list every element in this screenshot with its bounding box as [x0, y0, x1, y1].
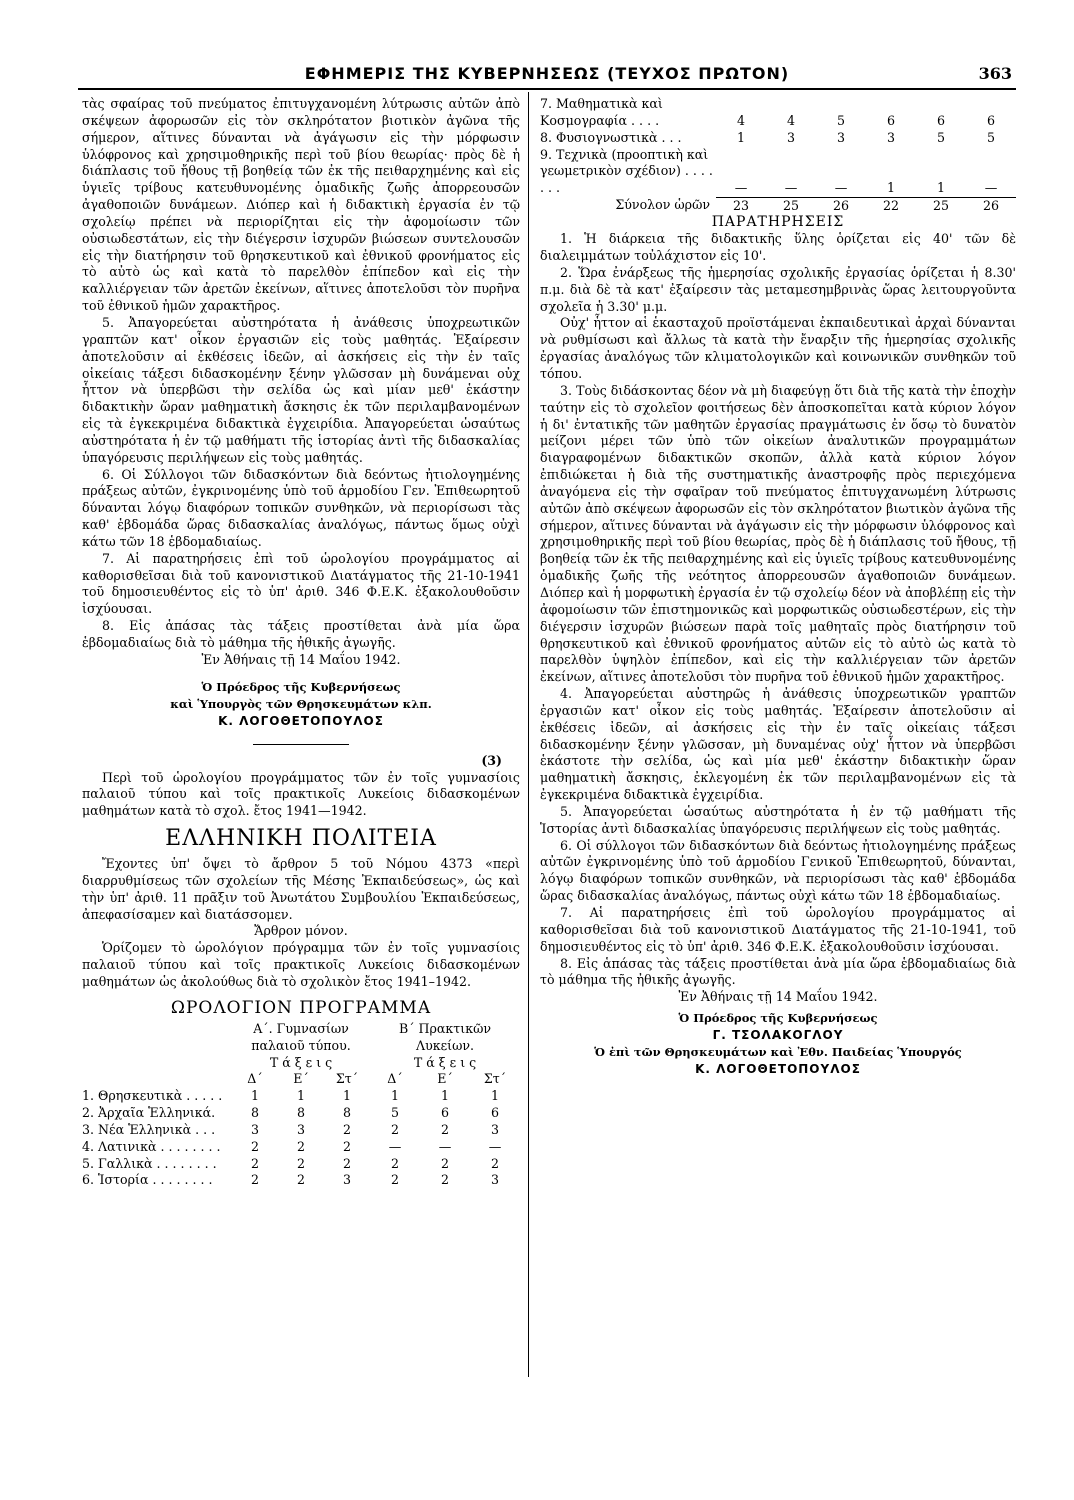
taxeis-label-b: Τ ά ξ ε ι ς: [413, 1054, 477, 1070]
hours-cell: 6: [986, 112, 995, 128]
hours-cell: 5: [390, 1105, 399, 1121]
hours-cell: 8: [342, 1105, 351, 1121]
group-b-header: Β΄ Πρακτικῶν Λυκείων.: [398, 1020, 492, 1053]
state-title: ΕΛΛΗΝΙΚΗ ΠΟΛΙΤΕΙΑ: [165, 826, 437, 852]
taxeis-row: [82, 1055, 520, 1072]
subject-name: 2. Ἀρχαῖα Ἑλληνικά.: [82, 1105, 216, 1121]
table-row: [540, 147, 1016, 198]
hours-cell: 3: [490, 1172, 499, 1188]
paragraph-7: 7. Αἱ παρατηρήσεις ἐπὶ τοῦ ὡρολογίου προγράμματος αἱ καθορισθεῖσαι διὰ τοῦ κανονιστικοῦ Διατάγματος τῆς 21-10-1941 τοῦ δημοσιευθέντος εἰς τὸ ὑπ' ἀριθ. 346 Φ.Ε.Κ. ἐξακολουθοῦσιν ἰσχύουσαι.: [82, 550, 520, 617]
hours-cell: 6: [886, 112, 895, 128]
total-cell: 23: [716, 197, 766, 214]
hours-cell: —: [438, 1138, 452, 1154]
hours-cell: 3: [296, 1121, 305, 1137]
subject-name: 4. Λατινικὰ . . . . . . . .: [82, 1138, 221, 1154]
hours-cell: —: [984, 179, 998, 195]
hours-cell: 2: [440, 1172, 449, 1188]
hours-cell: 4: [786, 112, 795, 128]
hours-cell: —: [734, 179, 748, 195]
hours-cell: 5: [986, 129, 995, 145]
total-cell: 22: [866, 197, 916, 214]
hours-cell: 3: [250, 1121, 259, 1137]
schedule-table-continued: [540, 96, 1016, 214]
hours-cell: 1: [440, 1088, 449, 1104]
observations-heading: ΠΑΡΑΤΗΡΗΣΕΙΣ: [711, 214, 845, 231]
observation-4: 4. Ἀπαγορεύεται αὐστηρῶς ἡ ἀνάθεσις ὑποχρεωτικῶν γραπτῶν ἐργασιῶν κατ' οἶκον εἰς τοὺς μαθητάς. Ἐξαίρεσιν ἀποτελοῦσιν αἱ ἐκθέσεις ἰδεῶν, αἱ ἀσκήσεις εἰς τὴν ἐν ταῖς οἰκείαις τάξεσι διδασκομένην ξένην γλῶσσαν, μὴ δυναμένας οὐχ' ἧττον νὰ ὑπερβῶσι ἑκάστοτε τὴν σελίδα, ὡς καὶ μία μεθ' ἑκάστην διδακτικὴν ὥραν μαθηματικὴ ἄσκησις, ἐκλεγομένη ἐκ τῶν περιλαμβανομένων εἰς τὰ ἐγκεκριμένα διδακτικὰ ἐγχειρίδια.: [540, 686, 1016, 803]
table-row: [82, 1122, 520, 1139]
hours-cell: 2: [250, 1155, 259, 1171]
signature-name-minister: Κ. ΛΟΓΟΘΕΤΟΠΟΥΛΟΣ: [695, 1062, 861, 1077]
hours-cell: 2: [250, 1172, 259, 1188]
page-header: [78, 58, 1016, 90]
hours-cell: 8: [296, 1105, 305, 1121]
subject-name: 6. Ἱστορία . . . . . . . .: [82, 1172, 213, 1188]
hours-cell: 3: [490, 1121, 499, 1137]
hours-cell: 6: [936, 112, 945, 128]
table-row: [82, 1088, 520, 1105]
hours-cell: 3: [886, 129, 895, 145]
group-header-row: [82, 1021, 520, 1055]
total-cell: 26: [966, 197, 1016, 214]
schedule-table: [82, 1021, 520, 1189]
observation-1: 1. Ἡ διάρκεια τῆς διδακτικῆς ὕλης ὁρίζεται εἰς 40' τῶν δὲ διαλειμμάτων τοὐλάχιστον εἰς 10'.: [540, 231, 1016, 264]
hours-cell: 6: [490, 1105, 499, 1121]
hours-cell: 1: [250, 1088, 259, 1104]
hours-cell: 5: [936, 129, 945, 145]
subject-name: 5. Γαλλικὰ . . . . . . . .: [82, 1155, 217, 1171]
date-line-right: Ἐν Ἀθήναις τῇ 14 Μαΐου 1942.: [678, 989, 878, 1005]
signature-name: Κ. ΛΟΓΟΘΕΤΟΠΟΥΛΟΣ: [218, 713, 384, 728]
observation-3: 3. Τοὺς διδάσκοντας δέον νὰ μὴ διαφεύγῃ ὅτι διὰ τῆς κατὰ τὴν ἐποχὴν ταύτην εἰς τὸ σχολεῖον φοιτήσεως δὲν ἀποσκοπεῖται κατὰ κύριον λόγον ἡ δι' ἐντατικῆς τῶν μαθητῶν ἐργασίας πραγμάτωσις ἐν ὅσῳ τὸ δυνατὸν μείζονι μέρει τῶν ὑπὸ τῶν οἰκείων ἀναλυτικῶν προγραμμάτων διαγραφομένων διδακτικῶν σκοπῶν, ἀλλὰ κατὰ κύριον λόγον ἐπιδιώκεται ἡ διὰ τῆς συστηματικῆς ἀναστροφῆς πρὸς περιεχόμενα ἀναγόμενα εἰς τὴν σφαῖραν τοῦ πνεύματος ἐπιτυγχανωμένη λύτρωσις αὐτῶν ἀπὸ σκέψεων ἀφορωσῶν εἰς τὸν σκληρότατον βιωτικὸν ἀγῶνα τῆς σήμερον, αἵτινες δύνανται νὰ ἀγάγωσιν εἰς τὴν μόρφωσιν ὑλόφρονος καὶ χρησιμοθηρικῆς περὶ τοῦ βίου θεωρίας, πρὸς δὲ ἡ διάπλασις τοῦ ἤθους, τῇ βοηθείᾳ τῶν ἐκ τῆς πειθαρχημένης καὶ εἰς ὑγιεῖς τρίβους κατευθυνομένης ὁμαδικῆς ζωῆς τῆς νεότητος ἀπορρεουσῶν ἀγαθοποιῶν δυνάμεων. Διόπερ καὶ ἡ μορφωτικὴ ἐργασία ἐν τῷ σχολείῳ δέον νὰ ἀποβλέπῃ εἰς τὴν ἀφομοίωσιν τῶν ἐπιστημονικῶς καὶ μορφωτικῶς οὐσιωδεστέρων, εἰς τὴν διέγερσιν ἰσχυρῶν βιώσεων παρὰ τοῖς μαθηταῖς πρὸς διατήρησιν τοῦ θρησκευτικοῦ καὶ ἐθνικοῦ φρονήματος αὐτῶν εἰς τὸ αὐτὸ ὡς κατὰ τὸ παρελθὸν ὑψηλὸν ἐπίπεδον, καὶ εἰς τὴν καλλιέργειαν τῶν ἀρετῶν ἐκείνων, αἵτινες ἀποτελοῦσι τὸν πυρῆνα τοῦ ἐθνικοῦ ἡμῶν χαρακτῆρος.: [540, 382, 1016, 685]
hours-cell: 1: [886, 179, 895, 195]
grades-row: [82, 1071, 520, 1088]
grade-cell: Δ΄: [387, 1071, 403, 1087]
signature-title-2: καὶ Ὑπουργὸς τῶν Θρησκευμάτων κλπ.: [170, 696, 432, 711]
hours-cell: 2: [440, 1155, 449, 1171]
hours-cell: 2: [296, 1138, 305, 1154]
observation-6: 6. Οἱ σύλλογοι τῶν διδασκόντων διὰ δεόντως ἠτιολογημένης πράξεως αὐτῶν ἐγκρινομένης ὑπὸ τοῦ ἁρμοδίου Γενικοῦ Ἐπιθεωρητοῦ, δύνανται, λόγῳ διαφόρων τοπικῶν συνθηκῶν, νὰ περιορίσωσι τὰς καθ' ἑβδομάδα ὥρας διδασκαλίας ἀναλόγως, πάντως οὐχὶ κάτω τῶν 18 ἑβδομαδιαίως.: [540, 837, 1016, 904]
article-text: Ὁρίζομεν τὸ ὡρολόγιον πρόγραμμα τῶν ἐν τοῖς γυμνασίοις παλαιοῦ τύπου καὶ τοῖς πρακτικοῖς Λυκείοις διδασκομένων μαθημάτων ὡς ἀκολούθως διὰ τὸ σχολικὸν ἔτος 1941–1942.: [82, 940, 520, 989]
preamble: Ἔχοντες ὑπ' ὄψει τὸ ἄρθρον 5 τοῦ Νόμου 4373 «περὶ διαρρυθμίσεως τῶν σχολείων τῆς Μέσης Ἐκπαιδεύσεως», ὡς καὶ τὴν ὑπ' ἀριθ. 11 πρᾶξιν τοῦ Ἀνωτάτου Συμβουλίου Ἐκπαιδεύσεως, ἀπεφασίσαμεν καὶ διατάσσομεν.: [82, 856, 520, 922]
decree-number: (3): [481, 752, 502, 768]
hours-cell: 1: [490, 1088, 499, 1104]
page-number: 363: [978, 64, 1012, 83]
schedule-title: ΩΡΟΛΟΓΙΟΝ ΠΡΟΓΡΑΜΜΑ: [170, 997, 432, 1018]
observation-2b: Οὐχ' ἧττον αἱ ἑκασταχοῦ προϊστάμεναι ἐκπαιδευτικαὶ ἀρχαὶ δύνανται νὰ ρυθμίσωσι καὶ ἄλλως τὰ κατὰ τὴν ἔναρξιν τῆς ἡμερησίας σχολικῆς ἐργασίας ἀναλόγως τῶν κλιματολογικῶν καὶ κοινωνικῶν συνθηκῶν τοῦ τόπου.: [540, 315, 1016, 381]
hours-cell: 2: [250, 1138, 259, 1154]
grade-cell: Δ΄: [247, 1071, 263, 1087]
paragraph-continuation: τὰς σφαίρας τοῦ πνεύματος ἐπιτυγχανομένη λύτρωσις αὐτῶν ἀπὸ σκέψεων ἀφορωσῶν εἰς τὸν σκληρότατον βιοτικὸν ἀγῶνα τῆς σήμερον, αἵτινες δύνανται νὰ ἀγάγωσιν εἰς τὴν μόρφωσιν ὑλόφρονος καὶ χρησιμοθηρικῆς περὶ τοῦ βίου θεωρίας· πρὸς δὲ ἡ διάπλασις τοῦ ἤθους τῇ βοηθείᾳ τῶν ἐκ τῆς πειθαρχημένης καὶ εἰς ὑγιεῖς τρίβους κατευθυνομένης ὁμαδικῆς ζωῆς ἀπορρεουσῶν ἀγαθοποιῶν δυνάμεων. Διόπερ καὶ ἡ διδακτικὴ ἐργασία ἐν τῷ σχολείῳ πρέπει νὰ περιορίζηται εἰς τὴν ἀφομοίωσιν τῶν οὐσιωδεστάτων, εἰς τὴν διέγερσιν ἰσχυρῶν βιώσεων συντελουσῶν εἰς τὴν διατήρησιν τοῦ θρησκευτικοῦ καὶ ἐθνικοῦ φρονήματος εἰς τὸ αὐτὸ ὡς καὶ κατὰ τὸ παρελθὸν ἐπίπεδον καὶ εἰς τὴν καλλιέργειαν τῶν ἀρετῶν ἐκείνων, αἵτινες ἀποτελοῦσι τὸν πυρῆνα τοῦ ἐθνικοῦ ἡμῶν χαρακτῆρος.: [82, 96, 520, 314]
hours-cell: 2: [490, 1155, 499, 1171]
hours-cell: 2: [342, 1121, 351, 1137]
left-column: [82, 96, 520, 1189]
observation-5: 5. Ἀπαγορεύεται ὡσαύτως αὐστηρότατα ἡ ἐν τῷ μαθήματι τῆς Ἱστορίας ἀντὶ διδασκαλίας ὑπαγόρευσις περιλήψεων εἰς τοὺς μαθητάς.: [540, 803, 1016, 836]
hours-cell: 2: [342, 1138, 351, 1154]
table-row: [82, 1156, 520, 1173]
hours-cell: 2: [296, 1172, 305, 1188]
hours-cell: —: [784, 179, 798, 195]
hours-cell: 3: [836, 129, 845, 145]
total-cell: 25: [916, 197, 966, 214]
observation-7: 7. Αἱ παρατηρήσεις ἐπὶ τοῦ ὡρολογίου προγράμματος αἱ καθορισθεῖσαι διὰ τοῦ κανονιστικοῦ Διατάγματος τῆς 21-10-1941, τοῦ δημοσιευθέντος εἰς τὸ ὑπ' ἀριθ. 346 Φ.Ε.Κ. ἐξακολουθοῦσιν ἰσχύουσαι.: [540, 905, 1016, 954]
paragraph-8: 8. Εἰς ἁπάσας τὰς τάξεις προστίθεται ἀνὰ μία ὥρα ἑβδομαδιαίως διὰ τὸ μάθημα τῆς ἠθικῆς ἀγωγῆς.: [82, 618, 520, 650]
signature-title-minister: Ὁ ἐπὶ τῶν Θρησκευμάτων καὶ Ἐθν. Παιδείας Ὑπουργός: [594, 1045, 962, 1060]
grade-cell: Στ΄: [335, 1071, 359, 1087]
observation-2: 2. Ὥρα ἐνάρξεως τῆς ἡμερησίας σχολικῆς ἐργασίας ὁρίζεται ἡ 8.30' π.μ. διὰ δὲ τὰ κατ' ἐξαίρεσιν τὰς μεταμεσημβρινὰς ὥρας λειτουργοῦντα σχολεῖα ἡ 3.30' μ.μ.: [540, 264, 1016, 314]
subject-name: 8. Φυσιογνωστικὰ . . .: [540, 129, 682, 145]
total-label: Σύνολον ὡρῶν: [615, 197, 710, 213]
hours-cell: 2: [342, 1155, 351, 1171]
table-row: [540, 130, 1016, 147]
hours-cell: 3: [342, 1172, 351, 1188]
decree-subject: Περὶ τοῦ ὡρολογίου προγράμματος τῶν ἐν τοῖς γυμνασίοις παλαιοῦ τύπου καὶ τοῖς πρακτικοῖς Λυκείοις διδασκομένων μαθημάτων κατὰ τὸ σχολ. ἔτος 1941—1942.: [82, 769, 520, 819]
table-row: [82, 1105, 520, 1122]
section-separator: [253, 744, 349, 745]
signature-title-1: Ὁ Πρόεδρος τῆς Κυβερνήσεως: [201, 679, 401, 694]
hours-cell: 5: [836, 112, 845, 128]
hours-cell: 2: [390, 1155, 399, 1171]
hours-cell: 4: [736, 112, 745, 128]
hours-cell: 2: [390, 1121, 399, 1137]
gazette-title: ΕΦΗΜΕΡΙΣ ΤΗΣ ΚΥΒΕΡΝΗΣΕΩΣ (ΤΕΥΧΟΣ ΠΡΩΤΟΝ): [304, 64, 790, 83]
hours-cell: 1: [390, 1088, 399, 1104]
subject-name: 7. Μαθηματικὰ καὶ Κοσμογραφία . . . .: [540, 96, 663, 128]
hours-cell: —: [388, 1138, 402, 1154]
hours-cell: 6: [440, 1105, 449, 1121]
signature-title-pm: Ὁ Πρόεδρος τῆς Κυβερνήσεως: [678, 1011, 878, 1026]
hours-cell: 1: [296, 1088, 305, 1104]
totals-row: [540, 197, 1016, 214]
hours-cell: 3: [786, 129, 795, 145]
date-line: Ἐν Ἀθήναις τῇ 14 Μαΐου 1942.: [201, 651, 401, 667]
column-divider: [528, 92, 529, 1377]
taxeis-label-a: Τ ά ξ ε ι ς: [269, 1054, 333, 1070]
total-cell: 25: [766, 197, 816, 214]
hours-cell: 2: [440, 1121, 449, 1137]
hours-cell: 8: [250, 1105, 259, 1121]
article-heading: Ἄρθρον μόνον.: [254, 923, 348, 939]
hours-cell: 2: [390, 1172, 399, 1188]
subject-name: 9. Τεχνικὰ (προοπτικὴ καὶ γεωμετρικὸν σχέδιον) . . . . . . .: [540, 146, 713, 196]
paragraph-6: 6. Οἱ Σύλλογοι τῶν διδασκόντων διὰ δεόντως ἠτιολογημένης πράξεως αὐτῶν, ἐγκρινομένης ὑπὸ τοῦ ἁρμοδίου Γεν. Ἐπιθεωρητοῦ δύνανται λόγῳ διαφόρων τοπικῶν συνθηκῶν, νὰ περιορίσωσι τὰς καθ' ἑβδομάδα ὥρας διδασκαλίας ἀναλόγως, πάντως ὅμως οὐχὶ κάτω τῶν 18 ἑβδομαδιαίως.: [82, 466, 520, 549]
hours-cell: 1: [736, 129, 745, 145]
observation-8: 8. Εἰς ἁπάσας τὰς τάξεις προστίθεται ἀνὰ μία ὥρα ἑβδομαδιαίως διὰ τὸ μάθημα τῆς ἠθικῆς ἀγωγῆς.: [540, 955, 1016, 988]
hours-cell: 2: [296, 1155, 305, 1171]
right-column: [540, 96, 1016, 1078]
table-row: [540, 96, 1016, 130]
paragraph-5: 5. Ἀπαγορεύεται αὐστηρότατα ἡ ἀνάθεσις ὑποχρεωτικῶν γραπτῶν κατ' οἶκον ἐργασιῶν εἰς τοὺς μαθητάς. Ἐξαίρεσιν ἀποτελοῦσιν αἱ ἐκθέσεις ἰδεῶν, αἱ ἀσκήσεις εἰς τὴν ἐν ταῖς οἰκείαις τάξεσι διδασκομένην ξένην γλῶσσαν μὴ δυνάμεναι οὐχ ἧττον νὰ ὑπερβῶσι τὴν σελίδα ὡς καὶ μίαν μεθ' ἑκάστην διδακτικὴν ὥραν μαθηματικὴ ἄσκησις ἐκ τῶν περιλαμβανομένων εἰς τὰ ἐγκεκριμένα διδακτικὰ ἐγχειρίδια. Ἀπαγορεύεται ὡσαύτως αὐστηρότατα ἡ ἐν τῷ μαθήματι τῆς ἱστορίας ἀντὶ τῆς διδασκαλίας ὑπαγόρευσις περιλήψεων εἰς τοὺς μαθητάς.: [82, 314, 520, 465]
hours-cell: 1: [936, 179, 945, 195]
total-cell: 26: [816, 197, 866, 214]
grade-cell: Στ΄: [483, 1071, 507, 1087]
hours-cell: —: [488, 1138, 502, 1154]
subject-name: 3. Νέα Ἑλληνικὰ . . .: [82, 1121, 216, 1137]
signature-name-pm: Γ. ΤΣΟΛΑΚΟΓΛΟΥ: [712, 1028, 844, 1043]
subject-name: 1. Θρησκευτικὰ . . . . .: [82, 1088, 223, 1104]
hours-cell: 1: [342, 1088, 351, 1104]
grade-cell: Ε΄: [437, 1071, 453, 1087]
grade-cell: Ε΄: [293, 1071, 309, 1087]
table-row: [82, 1139, 520, 1156]
hours-cell: —: [834, 179, 848, 195]
group-a-header: Α΄. Γυμνασίων παλαιοῦ τύπου.: [251, 1020, 351, 1053]
table-row: [82, 1172, 520, 1189]
